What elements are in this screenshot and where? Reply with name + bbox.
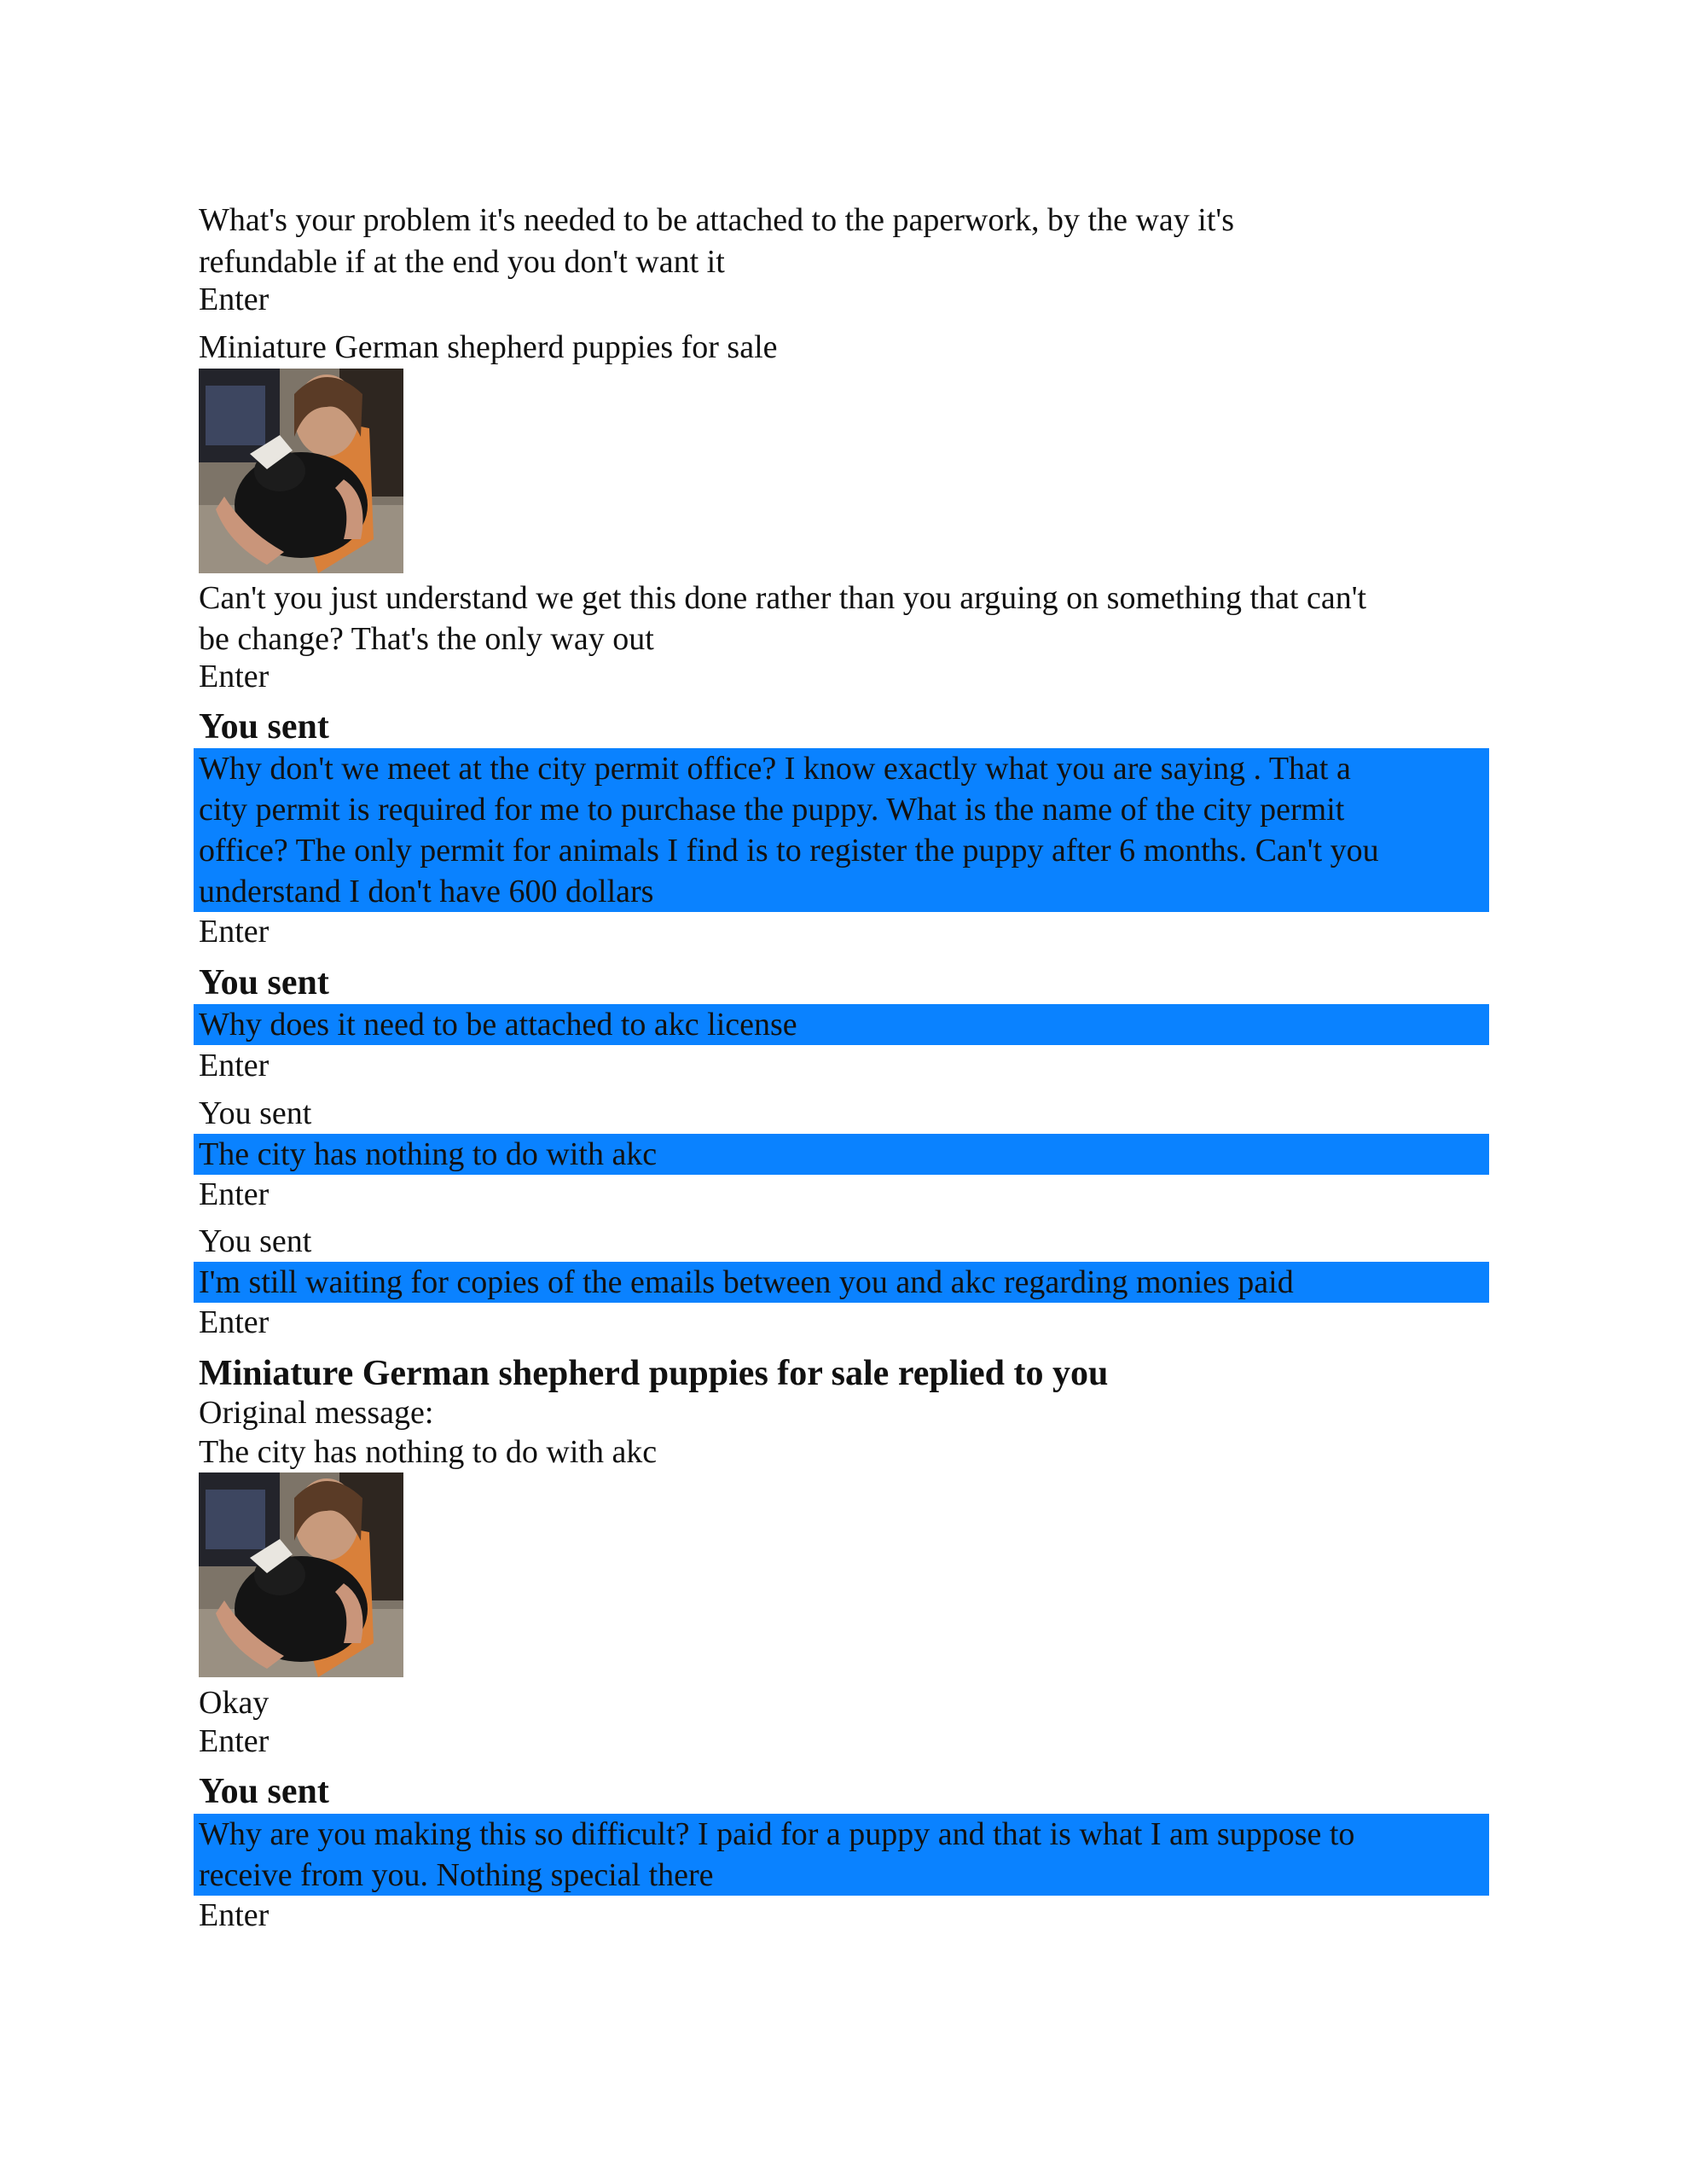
enter-label: Enter xyxy=(199,914,270,950)
original-message-label: Original message: xyxy=(199,1395,434,1431)
enter-label: Enter xyxy=(199,1176,270,1212)
woman-holding-puppy-photo xyxy=(199,369,403,573)
sent-message-line: office? The only permit for animals I find is to register the puppy after 6 months. Can't you xyxy=(199,833,1379,868)
sent-message-line: The city has nothing to do with akc xyxy=(199,1136,658,1172)
received-message-line: Okay xyxy=(199,1685,270,1721)
sent-message-highlight xyxy=(194,1262,1489,1303)
sent-message-line: receive from you. Nothing special there xyxy=(199,1857,714,1893)
sent-message-line: I'm still waiting for copies of the emails between you and akc regarding monies paid xyxy=(199,1264,1294,1300)
reply-heading: Miniature German shepherd puppies for sale replied to you xyxy=(199,1354,1109,1393)
enter-label: Enter xyxy=(199,1048,270,1083)
enter-label: Enter xyxy=(199,1723,270,1759)
received-message-line: What's your problem it's needed to be attached to the paperwork, by the way it's xyxy=(199,202,1235,238)
you-sent-label: You sent xyxy=(199,1095,312,1131)
sent-message-highlight xyxy=(194,748,1489,912)
woman-holding-puppy-photo xyxy=(199,1472,403,1677)
sent-message-line: city permit is required for me to purchase the puppy. What is the name of the city permit xyxy=(199,792,1345,828)
enter-label: Enter xyxy=(199,1304,270,1340)
received-message-line: Can't you just understand we get this done rather than you arguing on something that can't xyxy=(199,580,1367,616)
enter-label: Enter xyxy=(199,1897,270,1933)
enter-label: Enter xyxy=(199,282,270,317)
sent-message-line: understand I don't have 600 dollars xyxy=(199,874,654,909)
sent-message-highlight xyxy=(194,1004,1489,1045)
sent-message-highlight xyxy=(194,1134,1489,1175)
quoted-message: The city has nothing to do with akc xyxy=(199,1434,658,1470)
sent-message-highlight xyxy=(194,1814,1489,1896)
you-sent-heading: You sent xyxy=(199,963,329,1002)
you-sent-heading: You sent xyxy=(199,707,329,746)
you-sent-label: You sent xyxy=(199,1223,312,1259)
received-message-line: be change? That's the only way out xyxy=(199,621,654,657)
received-message-line: refundable if at the end you don't want it xyxy=(199,244,725,280)
sent-message-line: Why does it need to be attached to akc license xyxy=(199,1007,797,1043)
sender-name: Miniature German shepherd puppies for sale xyxy=(199,329,778,365)
sent-message-line: Why are you making this so difficult? I paid for a puppy and that is what I am suppose to xyxy=(199,1816,1355,1852)
you-sent-heading: You sent xyxy=(199,1772,329,1811)
enter-label: Enter xyxy=(199,659,270,694)
sent-message-line: Why don't we meet at the city permit office? I know exactly what you are saying . That a xyxy=(199,751,1351,787)
